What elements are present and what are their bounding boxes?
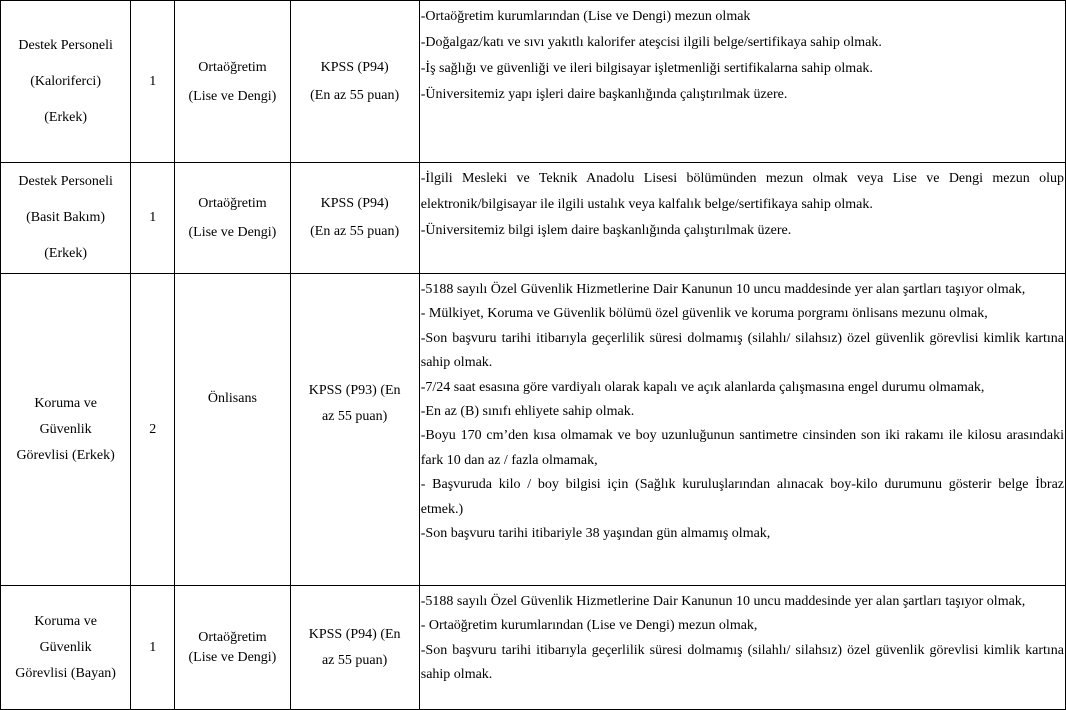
requirement-item: -Üniversitemiz yapı işleri daire başkanlığında çalıştırılmak üzere.	[420, 87, 788, 102]
table-row	[1, 274, 1066, 586]
requirements-cell	[419, 274, 1065, 586]
position-line: Güvenlik	[39, 421, 92, 437]
requirement-item: -Son başvuru tarihi itibariyle 38 yaşından gün almamış olmak,	[420, 526, 771, 542]
requirements-cell	[419, 163, 1065, 274]
requirement-item: - Ortaöğretim kurumlarından (Lise ve Dengi) mezun olmak,	[420, 618, 758, 634]
requirement-item: -5188 sayılı Özel Güvenlik Hizmetlerine Dair Kanunun 10 uncu maddesinde yer alan şartları taşıyor olmak,	[420, 594, 1026, 609]
requirement-item: -İlgili Mesleki ve Teknik Anadolu Lisesi bölümünden mezun olmak veya Lise ve Dengi mezun olup elektronik/bilgisayar ile ilgili ustalık veya kalfalık belge/sertifikaya sahip olmak.	[420, 171, 1064, 212]
requirements-cell	[419, 1, 1065, 163]
education-line: (Lise ve Dengi)	[188, 88, 277, 104]
exam-line: az 55 puan)	[321, 409, 388, 424]
exam-line: (En az 55 puan)	[310, 224, 400, 239]
position-line: (Erkek)	[44, 246, 87, 261]
position-line: Görevlisi (Bayan)	[15, 665, 116, 681]
requirement-item: -7/24 saat esasına göre vardiyalı olarak kapalı ve açık alanlarda çalışmasına engel durumu olmamak,	[420, 379, 985, 395]
education-cell	[175, 1, 290, 163]
position-cell	[1, 274, 131, 586]
position-line: Destek Personeli	[18, 37, 113, 53]
education-cell	[175, 274, 290, 586]
requirement-item: - Başvuruda kilo / boy bilgisi için (Sağlık kuruluşlarından alınacak boy-kilo durumunu gösterir belge İbraz etmek.)	[420, 477, 1064, 517]
requirement-item: -En az (B) sınıfı ehliyete sahip olmak.	[420, 404, 635, 420]
requirement-item: -Üniversitemiz bilgi işlem daire başkanlığında çalıştırılmak üzere.	[420, 223, 792, 238]
requirement-item: -Boyu 170 cm’den kısa olmamak ve boy uzunluğunun santimetre cinsinden son iki rakamı ile kilosu arasındaki fark 10 dan az / fazla olmamak,	[420, 428, 1064, 468]
position-cell	[1, 586, 131, 710]
education-cell	[175, 163, 290, 274]
position-cell	[1, 163, 131, 274]
requirement-item: -Ortaöğretim kurumlarından (Lise ve Dengi) mezun olmak	[420, 9, 751, 24]
education-line: (Lise ve Dengi)	[188, 649, 277, 665]
exam-cell	[290, 586, 419, 710]
position-line: Koruma ve	[34, 395, 97, 411]
requirement-item: -Son başvuru tarihi itibarıyla geçerlilik süresi dolmamış (silahlı/ silahsız) özel güvenlik görevlisi kimlik kartına sahip olmak.	[420, 330, 1064, 371]
position-line: Görevlisi (Erkek)	[16, 447, 115, 463]
count-cell: 1	[131, 1, 175, 163]
position-line: Koruma ve	[34, 613, 97, 629]
exam-line: az 55 puan)	[321, 652, 388, 668]
exam-line: (En az 55 puan)	[310, 87, 400, 103]
table-row	[1, 1, 1066, 163]
requirement-item: -5188 sayılı Özel Güvenlik Hizmetlerine Dair Kanunun 10 uncu maddesinde yer alan şartları taşıyor olmak,	[420, 282, 1026, 297]
requirement-item: -Doğalgaz/katı ve sıvı yakıtlı kalorifer ateşcisi ilgili belge/sertifikaya sahip olmak.	[420, 35, 882, 50]
table-row	[1, 586, 1066, 710]
count-cell: 1	[131, 163, 175, 274]
position-line: Destek Personeli	[18, 174, 113, 189]
requirement-item: -İş sağlığı ve güvenliği ve ileri bilgisayar işletmenliği sertifikalarna sahip olmak.	[420, 61, 873, 76]
exam-cell	[290, 163, 419, 274]
requirements-cell	[419, 586, 1065, 710]
education-line: Ortaöğretim	[198, 196, 267, 211]
position-cell	[1, 1, 131, 163]
exam-line: KPSS (P94)	[320, 59, 389, 75]
position-line: (Basit Bakım)	[26, 210, 106, 225]
education-line: Ortaöğretim	[198, 629, 267, 645]
requirement-item: - Mülkiyet, Koruma ve Güvenlik bölümü özel güvenlik ve koruma porgramı önlisans mezunu olmak,	[420, 306, 988, 322]
count-cell: 1	[131, 586, 175, 710]
exam-line: KPSS (P94)	[320, 196, 389, 211]
exam-line: KPSS (P93) (En	[308, 383, 401, 398]
position-line: (Kaloriferci)	[30, 73, 101, 89]
exam-cell	[290, 274, 419, 586]
position-line: (Erkek)	[44, 109, 87, 125]
education-line: (Lise ve Dengi)	[188, 225, 277, 240]
position-line: Güvenlik	[39, 639, 92, 655]
education-cell	[175, 586, 290, 710]
requirement-item: -Son başvuru tarihi itibarıyla geçerlilik süresi dolmamış (silahlı/ silahsız) özel güvenlik görevlisi kimlik kartına sahip olmak.	[420, 642, 1064, 683]
count-cell: 2	[131, 274, 175, 586]
table-row	[1, 163, 1066, 274]
exam-cell	[290, 1, 419, 163]
exam-line: KPSS (P94) (En	[308, 626, 401, 642]
education-line: Ortaöğretim	[198, 59, 267, 75]
education-line: Önlisans	[207, 391, 257, 406]
